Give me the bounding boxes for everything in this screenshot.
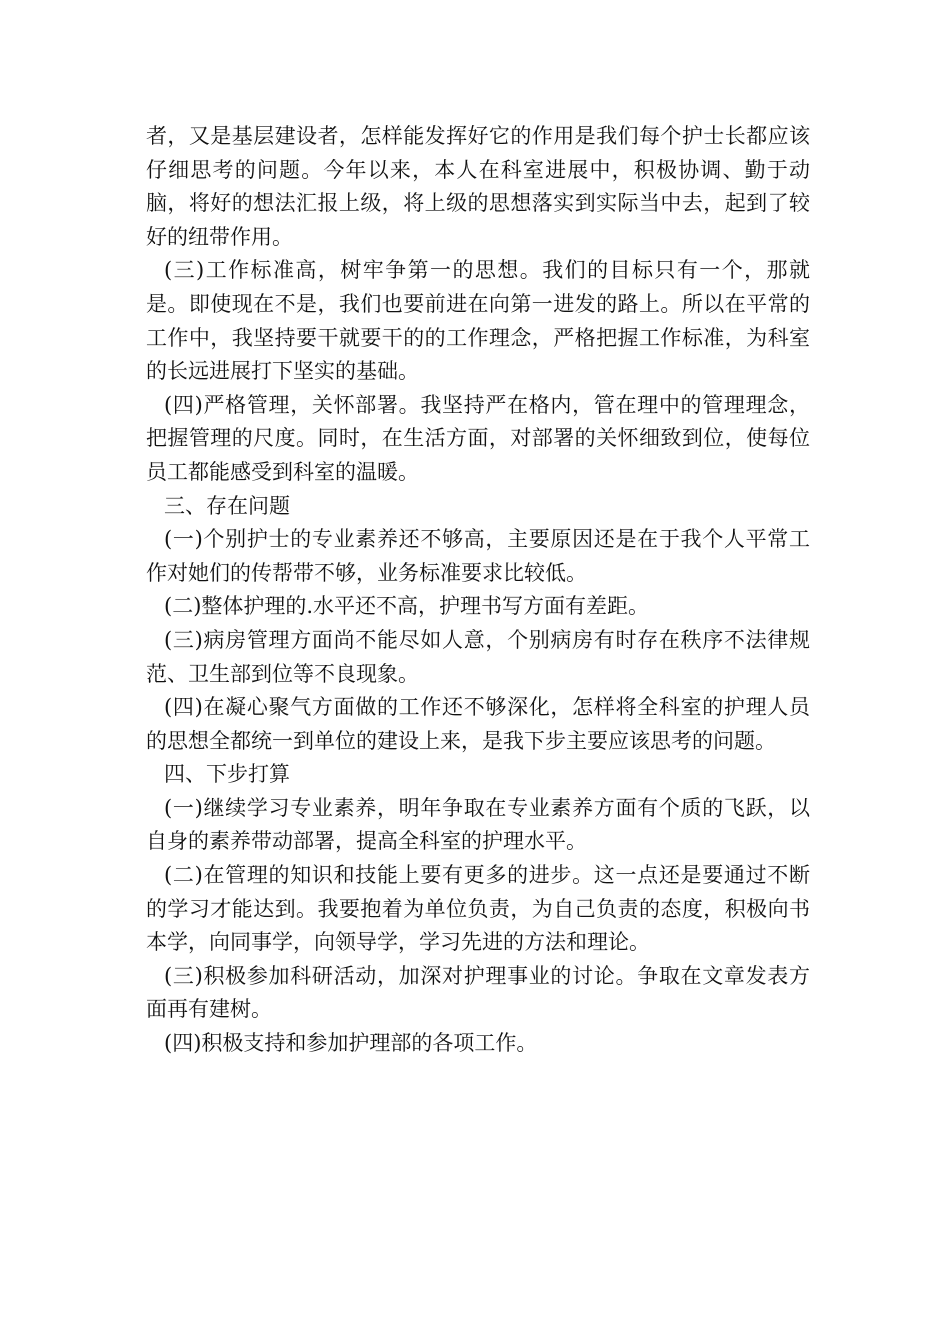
paragraph-problem-1: (一)个别护士的专业素养还不够高，主要原因还是在于我个人平常工作对她们的传帮带不够，业务标准要求比较低。 <box>146 527 810 585</box>
section-heading-existing-problems: 三、存在问题 <box>164 493 290 518</box>
paragraph-plan-1: (一)继续学习专业素养，明年争取在专业素养方面有个质的飞跃，以自身的素养带动部署，提高全科室的护理水平。 <box>146 795 810 854</box>
paragraph-problem-4: (四)在凝心聚气方面做的工作还不够深化，怎样将全科室的护理人员的思想全都统一到单位的建设上来，是我下步主要应该思考的问题。 <box>146 695 810 753</box>
paragraph-item-4-strict-management: (四)严格管理，关怀部署。我坚持严在格内，管在理中的管理理念，把握管理的尺度。同时，在生活方面，对部署的关怀细致到位，使每位员工都能感受到科室的温暖。 <box>146 392 810 484</box>
paragraph-item-3-work-standard: (三)工作标准高，树牢争第一的思想。我们的目标只有一个，那就是。即使现在不是，我们也要前进在向第一进发的路上。所以在平常的工作中，我坚持要干就要干的的工作理念，严格把握工作标准，为科室的长远进展打下坚实的基础。 <box>146 258 810 384</box>
paragraph-problem-2: (二)整体护理的.水平还不高，护理书写方面有差距。 <box>164 594 650 619</box>
paragraph-plan-3: (三)积极参加科研活动，加深对护理事业的讨论。争取在文章发表方面再有建树。 <box>146 963 810 1022</box>
paragraph-plan-2: (二)在管理的知识和技能上要有更多的进步。这一点还是要通过不断的学习才能达到。我要抱着为单位负责，为自己负责的态度，积极向书本学，向同事学，向领导学，学习先进的方法和理论。 <box>146 863 810 955</box>
paragraph-continuation: 者，又是基层建设者，怎样能发挥好它的作用是我们每个护士长都应该仔细思考的问题。今年以来，本人在科室进展中，积极协调、勤于动脑，将好的想法汇报上级，将上级的思想落实到实际当中去，起到了较好的纽带作用。 <box>146 124 810 249</box>
section-heading-next-plans: 四、下步打算 <box>164 762 290 787</box>
paragraph-plan-4: (四)积极支持和参加护理部的各项工作。 <box>164 1031 538 1056</box>
paragraph-problem-3: (三)病房管理方面尚不能尽如人意，个别病房有时存在秩序不法律规范、卫生部到位等不良现象。 <box>146 627 810 686</box>
document-body <box>146 120 810 1061</box>
